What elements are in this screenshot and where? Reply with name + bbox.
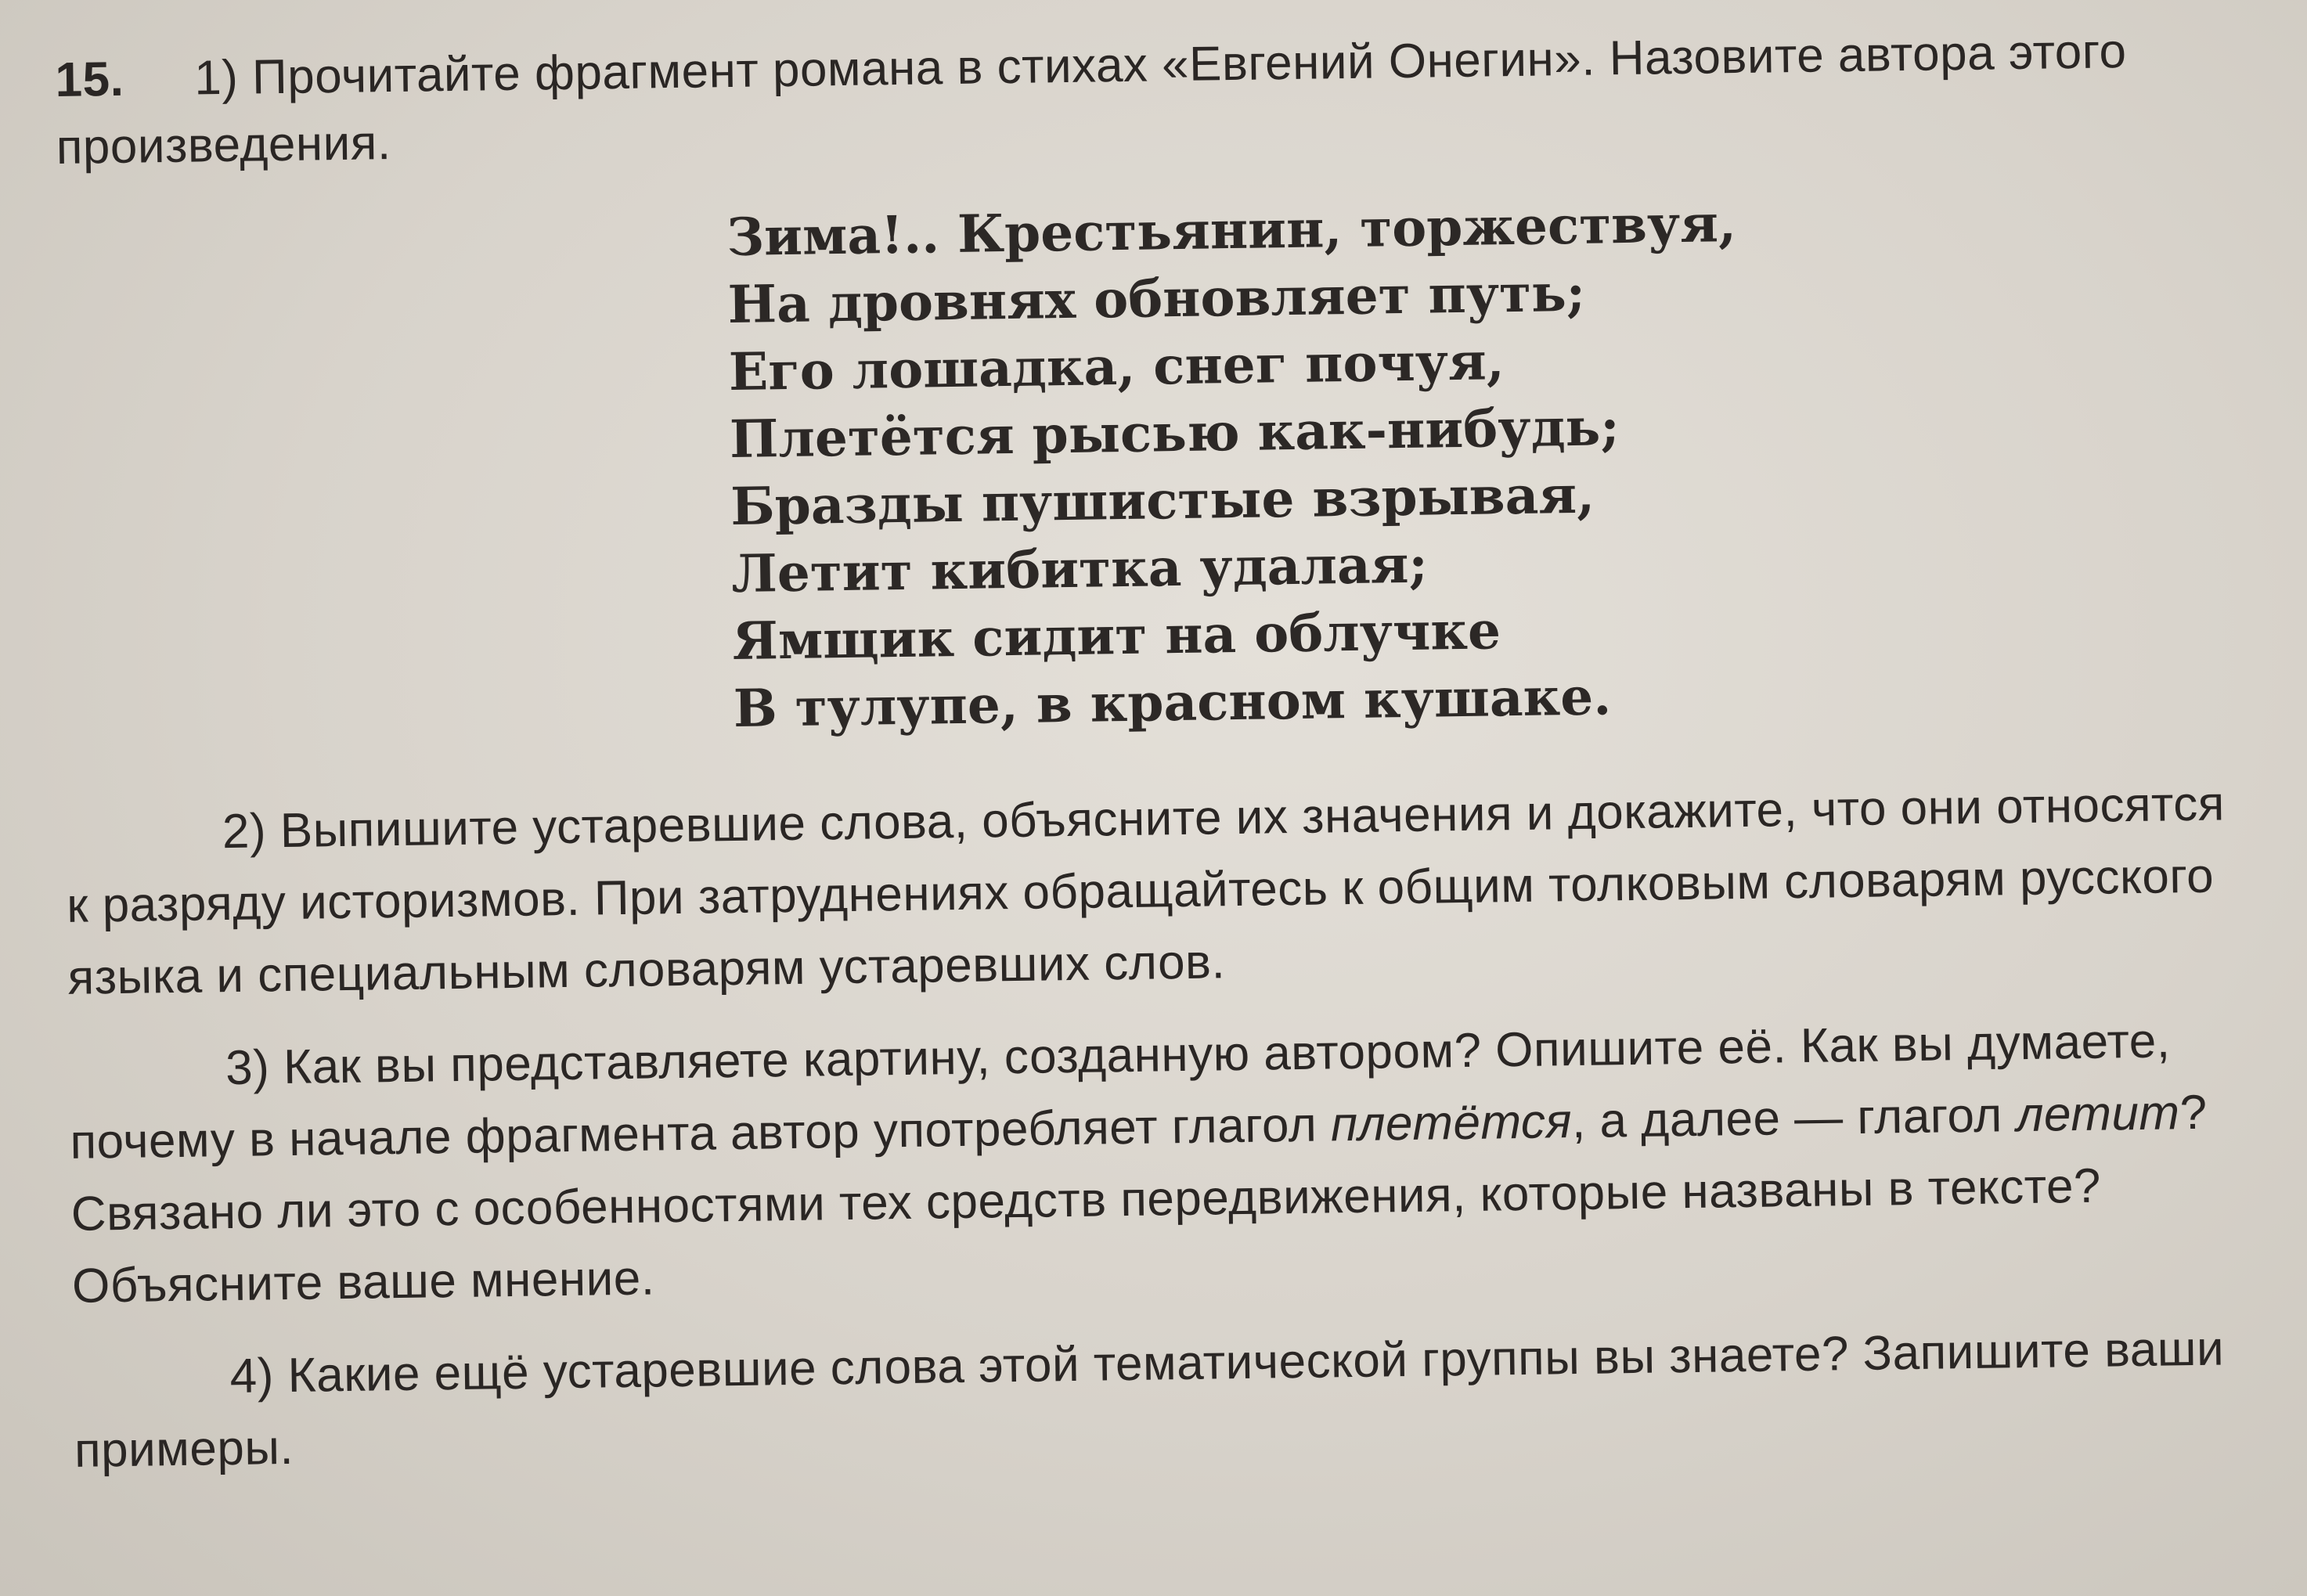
task-part-3-text: ? Связано ли это с особенностями тех средств передвижения, которые названы в тексте? Объясните ваше мнение. [70,1085,2208,1313]
task-part-3-text: , а далее — глагол [1571,1088,2017,1149]
task-part-3 [69,1004,2249,1323]
exercise-block [55,16,2251,1508]
poem-line: Плетётся рысью как-нибудь; [729,396,1620,470]
poem-line: Его лошадка, снег почуя, [728,330,1505,403]
poem-line: На дровнях обновляет путь; [727,261,1586,336]
italic-word-pletetsya: плетётся [1330,1094,1573,1152]
poem-line: Зима!.. Крестьянин, торжествуя, [726,193,1737,268]
poem-line: В тулупе, в красном кушаке. [733,665,1612,739]
poem-line: Бразды пушистые взрывая, [730,463,1595,538]
task-number: 15. [55,52,124,107]
poem-line: Ямщик сидит на облучке [732,600,1501,672]
task-heading [55,16,2233,182]
poem-line: Летит кибитка удалая; [730,533,1429,604]
task-part-4: 4) Какие ещё устаревшие слова этой тематической группы вы знаете? Запишите ваши примеры. [74,1321,2225,1478]
poem-fragment [726,182,2240,742]
task-part-3-text: 3) Как вы представляете картину, созданную автором? Опишите её. Как вы думаете, почему в начале фрагмента автор употребляет глагол [70,1014,2171,1169]
italic-word-letit: летит [2016,1086,2181,1143]
task-part-1: 1) Прочитайте фрагмент романа в стихах «Евгений Онегин». Назовите автора этого произведения. [56,24,2127,175]
task-part-2: 2) Выпишите устаревшие слова, объясните их значения и докажите, что они относятся к разряду историзмов. При затруднениях обращайтесь к общим толковым словарям русского языка и специальным словарям устаревших слов. [66,776,2226,1005]
